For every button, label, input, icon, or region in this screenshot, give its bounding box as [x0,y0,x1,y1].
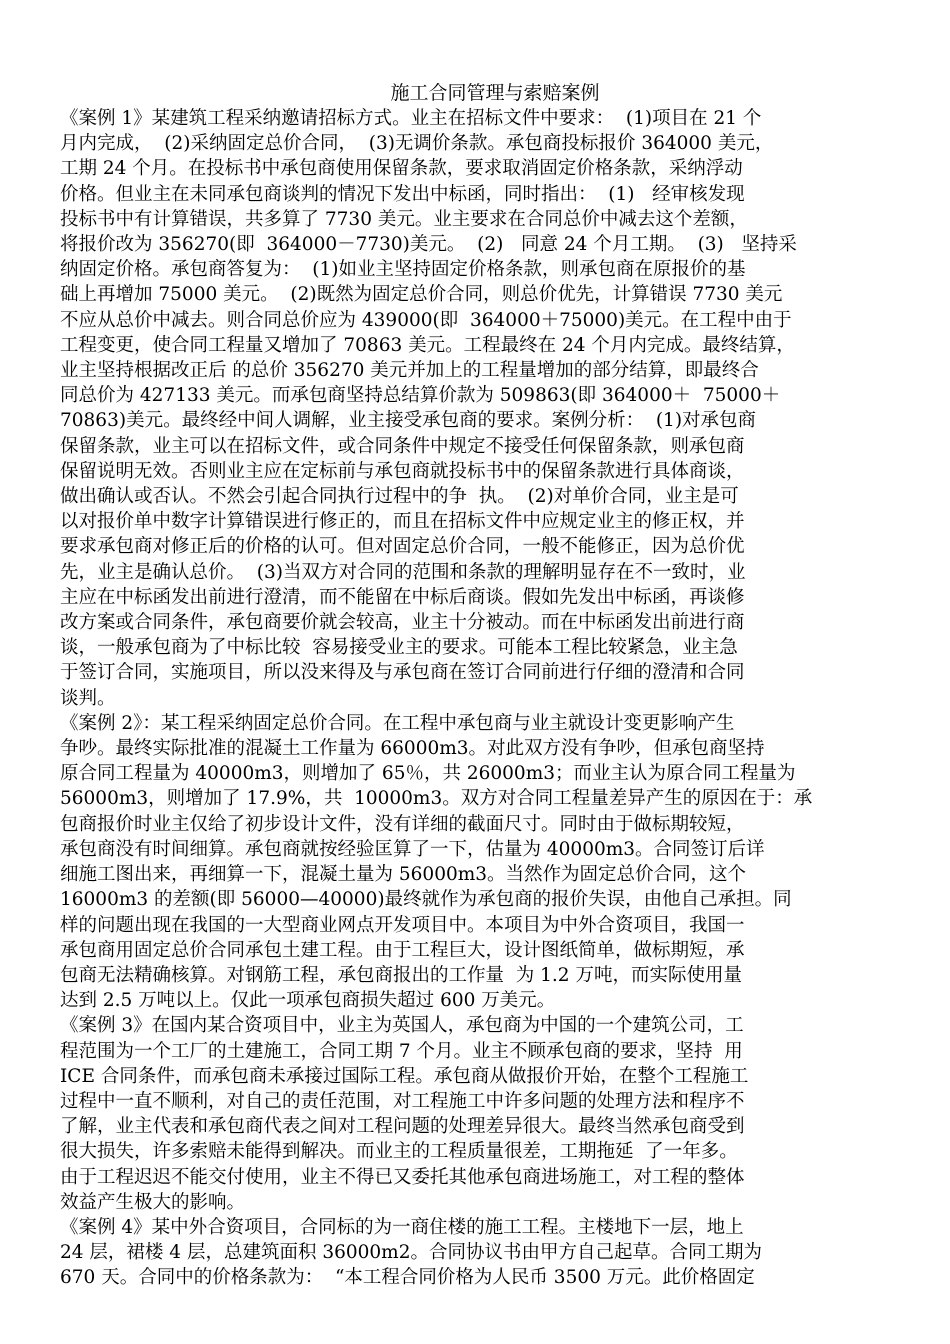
text-line: 做出确认或否认。不然会引起合同执行过程中的争 执。 (2)对单价合同，业主是可 [60,486,739,508]
text-line: 谈判。 [60,687,116,709]
text-line: 《案例 2》：某工程采纳固定总价合同。在工程中承包商与业主就设计变更影响产生 [60,712,735,734]
text-line: 了解，业主代表和承包商代表之间对工程问题的处理差异很大。最终当然承包商受到 [60,1116,745,1138]
text-line: 670 天。合同中的价格条款为： “本工程合同价格为人民币 3500 万元。此价格固定 [60,1267,755,1289]
text-line: 改方案或合同条件，承包商要价就会较高，业主十分被动。而在中标函发出前进行商 [60,612,745,634]
text-line: ICE 合同条件，而承包商未承接过国际工程。承包商从做报价开始，在整个工程施工 [60,1065,749,1087]
text-line: 过程中一直不顺利，对自己的责任范围，对工程施工中许多问题的处理方法和程序不 [60,1090,745,1112]
text-line: 主应在中标函发出前进行澄清，而不能留在中标后商谈。假如先发出中标函，再谈修 [60,586,745,608]
text-line: 争吵。最终实际批准的混凝土工作量为 66000m3。对此双方没有争吵，但承包商坚持 [60,738,765,760]
text-line: 业主坚持根据改正后 的总价 356270 美元并加上的工程量增加的部分结算，即最终合 [60,360,759,382]
text-line: 程范围为一个工厂的土建施工，合同工期 7 个月。业主不顾承包商的要求，坚持 用 [60,1040,743,1062]
text-line: 《案例 4》某中外合资项目，合同标的为一商住楼的施工工程。主楼地下一层，地上 [60,1216,744,1238]
text-line: 谈，一般承包商为了中标比较 容易接受业主的要求。可能本工程比较紧急，业主急 [60,637,738,659]
text-line: 70863)美元。最终经中间人调解，业主接受承包商的要求。案例分析： (1)对承包商 [60,410,757,432]
text-line: 月内完成， (2)采纳固定总价合同， (3)无调价条款。承包商投标报价 364000 美元， [60,133,774,155]
text-line: 包商无法精确核算。对钢筋工程，承包商报出的工作量 为 1.2 万吨，而实际使用量 [60,964,742,986]
text-line: 工期 24 个月。在投标书中承包商使用保留条款，要求取消固定价格条款，采纳浮动 [60,158,743,180]
text-line: 承包商没有时间细算。承包商就按经验匡算了一下，估量为 40000m3。合同签订后详 [60,838,765,860]
text-line: 于签订合同，实施项目，所以没来得及与承包商在签订合同前进行仔细的澄清和合同 [60,662,745,684]
text-line: 原合同工程量为 40000m3，则增加了 65％，共 26000m3；而业主认为原合同工程量为 [60,763,796,785]
text-line: 保留条款，业主可以在招标文件，或合同条件中规定不接受任何保留条款，则承包商 [60,435,745,457]
text-line: 达到 2.5 万吨以上。仅此一项承包商损失超过 600 万美元。 [60,990,556,1012]
text-line: 包商报价时业主仅给了初步设计文件，没有详细的截面尺寸。同时由于做标期较短， [60,813,745,835]
text-line: 保留说明无效。否则业主应在定标前与承包商就投标书中的保留条款进行具体商谈， [60,460,745,482]
text-line: 同总价为 427133 美元。而承包商坚持总结算价款为 509863(即 364000＋ 75000＋ [60,385,781,407]
text-line: 由于工程迟迟不能交付使用，业主不得已又委托其他承包商进场施工，对工程的整体 [60,1166,745,1188]
text-line: 先，业主是确认总价。 (3)当双方对合同的范围和条款的理解明显存在不一致时，业 [60,561,746,583]
text-line: 24 层，裙楼 4 层，总建筑面积 36000m2。合同协议书由甲方自己起草。合同工期为 [60,1242,763,1264]
text-line: 56000m3，则增加了 17.9%，共 10000m3。双方对合同工程量差异产生的原因在于：承 [60,788,813,810]
text-line: 将报价改为 356270(即 364000－7730)美元。 (2) 同意 24 个月工期。 (3) 坚持采 [60,234,797,256]
text-line: 纳固定价格。承包商答复为： (1)如业主坚持固定价格条款，则承包商在原报价的基 [60,259,746,281]
text-line: 很大损失，许多索赔未能得到解决。而业主的工程质量很差，工期拖延 了一年多。 [60,1141,738,1163]
text-line: 价格。但业主在未同承包商谈判的情况下发出中标函，同时指出： (1) 经审核发现 [60,183,745,205]
text-line: 效益产生极大的影响。 [60,1191,246,1213]
document-page [60,80,890,1291]
text-line: 16000m3 的差额(即 56000—40000)最终就作为承包商的报价失误，由他自己承担。同 [60,889,792,911]
text-line: 础上再增加 75000 美元。 (2)既然为固定总价合同，则总价优先，计算错误 7730 美元 [60,284,783,306]
document-title: 施工合同管理与索赔案例 [390,82,600,104]
text-line: 《案例 3》在国内某合资项目中，业主为英国人，承包商为中国的一个建筑公司，工 [60,1015,744,1037]
text-line: 工程变更，使合同工程量又增加了 70863 美元。工程最终在 24 个月内完成。最终结算， [60,334,795,356]
text-line: 不应从总价中减去。则合同总价应为 439000(即 364000＋75000)美元。在工程中由于 [60,309,792,331]
text-line: 要求承包商对修正后的价格的认可。但对固定总价合同，一般不能修正，因为总价优 [60,536,745,558]
text-line: 以对报价单中数字计算错误进行修正的，而且在招标文件中应规定业主的修正权，并 [60,511,745,533]
text-line: 样的问题出现在我国的一大型商业网点开发项目中。本项目为中外合资项目，我国一 [60,914,745,936]
text-line: 细施工图出来，再细算一下，混凝土量为 56000m3。当然作为固定总价合同，这个 [60,864,747,886]
text-line: 《案例 1》某建筑工程采纳邀请招标方式。业主在招标文件中要求： (1)项目在 21 个 [60,108,762,129]
document-body [60,106,890,1291]
text-line: 投标书中有计算错误，共多算了 7730 美元。业主要求在合同总价中减去这个差额， [60,208,748,230]
text-line: 承包商用固定总价合同承包土建工程。由于工程巨大，设计图纸简单，做标期短，承 [60,939,745,961]
